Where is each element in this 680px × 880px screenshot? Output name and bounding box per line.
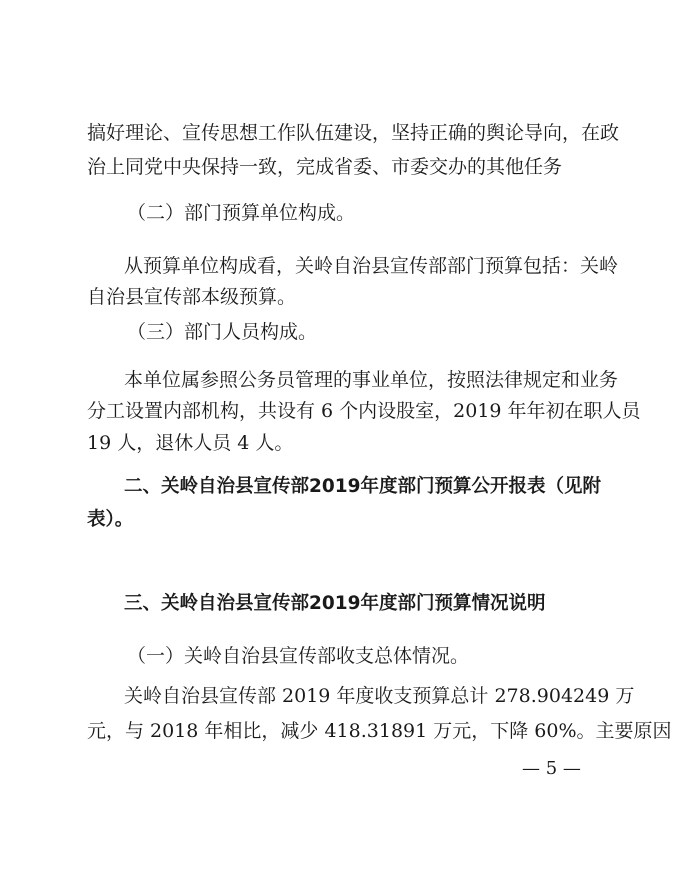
body-text-line: 自治县宣传部本级预算。 — [87, 286, 297, 308]
section-heading: 表）。 — [87, 509, 134, 530]
page-number: — 5 — — [522, 758, 581, 779]
section-heading: 二、关岭自治县宣传部2019年度部门预算公开报表（见附 — [124, 476, 601, 497]
body-text-line: 搞好理论、宣传思想工作队伍建设，坚持正确的舆论导向，在政 — [87, 122, 620, 144]
body-text-line: 本单位属参照公务员管理的事业单位，按照法律规定和业务 — [124, 369, 619, 391]
body-text-line: 治上同党中央保持一致，完成省委、市委交办的其他任务 — [87, 156, 563, 178]
body-text-line: 从预算单位构成看，关岭自治县宣传部部门预算包括：关岭 — [124, 255, 619, 277]
subheading: （三）部门人员构成。 — [127, 321, 318, 343]
section-heading: 三、关岭自治县宣传部2019年度部门预算情况说明 — [124, 593, 546, 614]
body-text-line: 关岭自治县宣传部 2019 年度收支预算总计 278.904249 万 — [124, 685, 635, 707]
body-text-line: 分工设置内部机构，共设有 6 个内设股室，2019 年年初在职人员 — [87, 400, 641, 422]
body-text-line: 19 人，退休人员 4 人。 — [87, 432, 294, 454]
body-text-line: 元，与 2018 年相比，减少 418.31891 万元，下降 60%。主要原因 — [87, 720, 672, 742]
subheading: （一）关岭自治县宣传部收支总体情况。 — [127, 645, 470, 667]
subheading: （二）部门预算单位构成。 — [127, 202, 356, 224]
